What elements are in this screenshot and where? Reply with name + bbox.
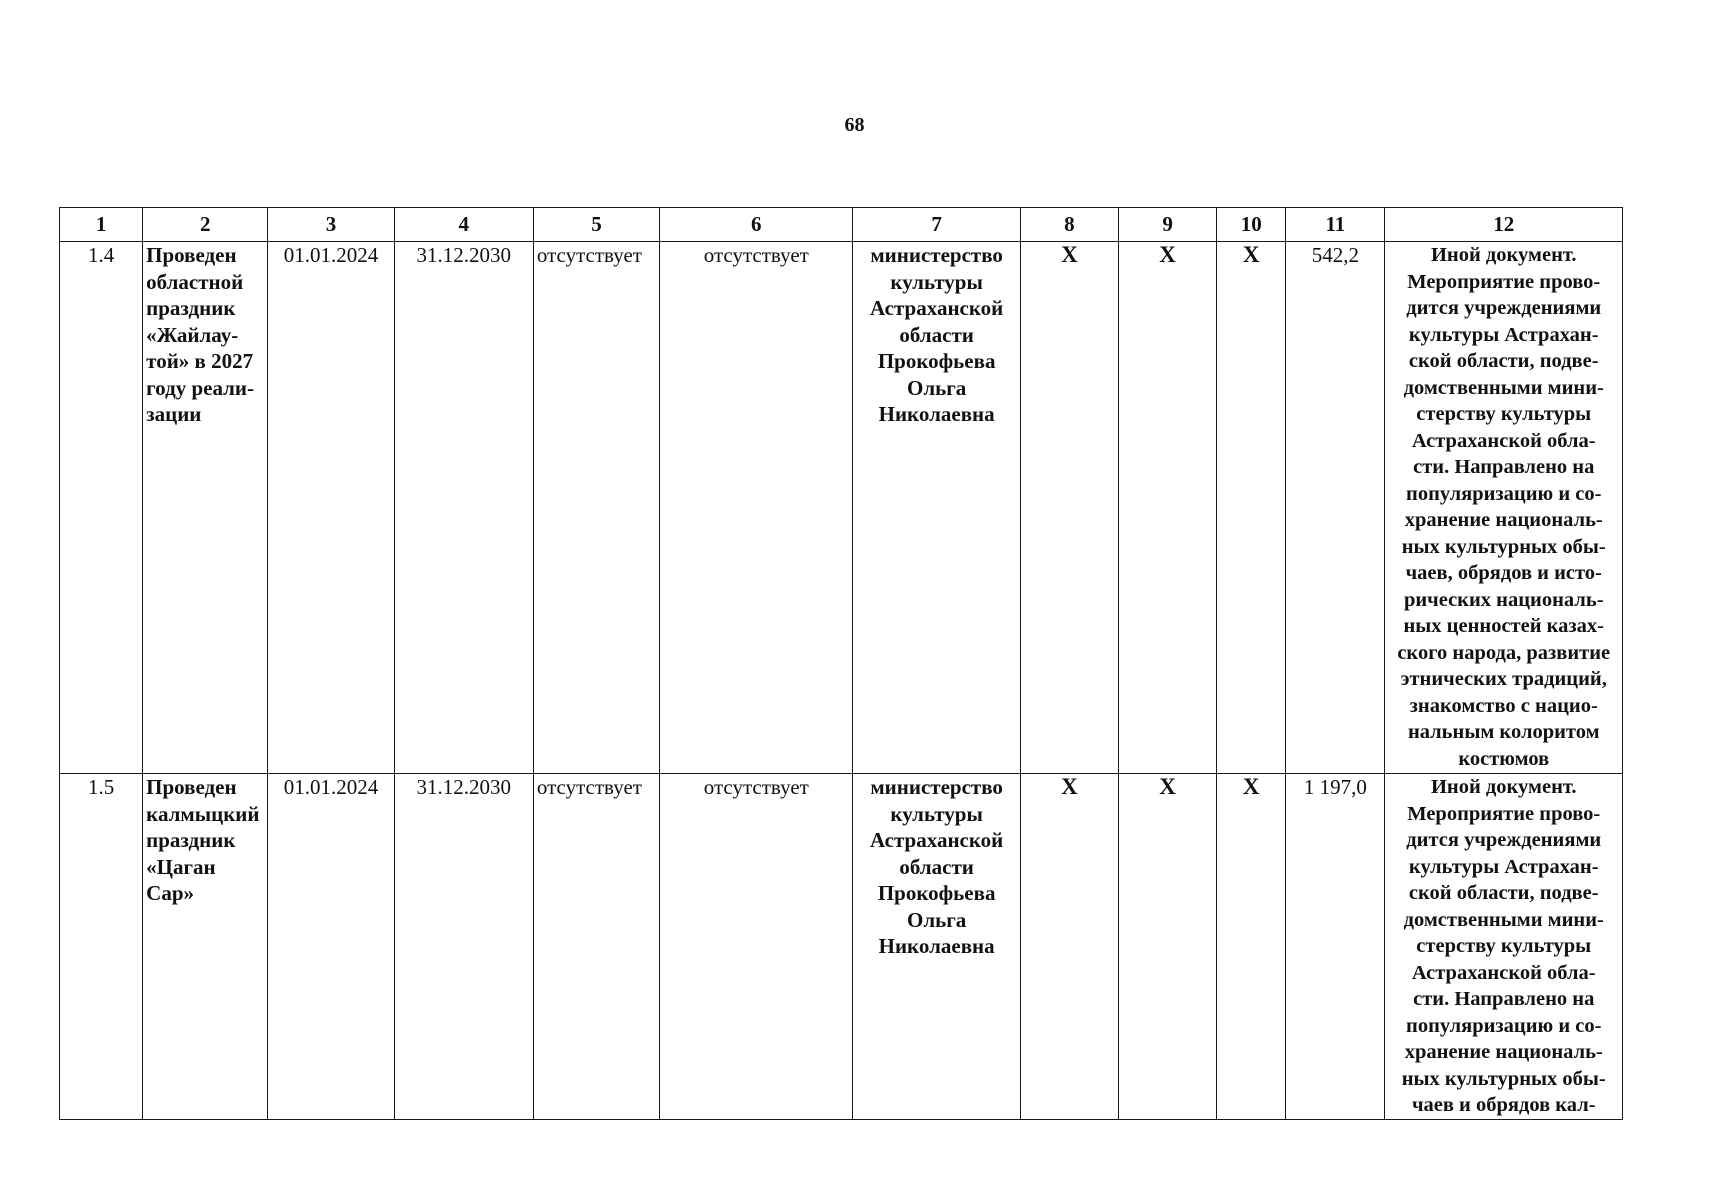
header-cell: 6 bbox=[660, 208, 853, 242]
header-cell: 8 bbox=[1020, 208, 1118, 242]
end-date: 31.12.2030 bbox=[394, 774, 533, 1120]
amount: 542,2 bbox=[1286, 242, 1385, 774]
header-cell: 1 bbox=[60, 208, 143, 242]
table-row bbox=[60, 242, 1623, 774]
header-cell: 10 bbox=[1217, 208, 1286, 242]
header-cell: 11 bbox=[1286, 208, 1385, 242]
responsible: министерство культуры Астраханской области Прокофьева Ольга Николаевна bbox=[853, 774, 1020, 1120]
event-name: Проведен калмыцкий праздник «Цаган Сар» bbox=[143, 774, 268, 1120]
description: Иной документ. Мероприятие прово- дится учреждениями культуры Астрахан- ской области, подве- домственными мини- стерству культуры Астраханской обла- сти. Направлено на популяризацию и со- хранение националь- ных культурных обы- чаев, обрядов и исто- рических националь- ных ценностей казах- ского народа, развитие этнических традиций, знакомство с нацио- нальным колоритом костюмов bbox=[1385, 242, 1623, 774]
end-date: 31.12.2030 bbox=[394, 242, 533, 774]
page-number: 68 bbox=[844, 114, 865, 136]
col10-value: X bbox=[1217, 242, 1286, 774]
header-cell: 12 bbox=[1385, 208, 1623, 242]
header-cell: 7 bbox=[853, 208, 1020, 242]
col10-value: X bbox=[1217, 774, 1286, 1120]
header-cell: 5 bbox=[533, 208, 659, 242]
description: Иной документ. Мероприятие прово- дится учреждениями культуры Астрахан- ской области, подве- домственными мини- стерству культуры Астраханской обла- сти. Направлено на популяризацию и со- хранение националь- ных культурных обы- чаев и обрядов кал- bbox=[1385, 774, 1623, 1120]
start-date: 01.01.2024 bbox=[268, 774, 394, 1120]
table-row bbox=[60, 774, 1623, 1120]
col6-value: отсутствует bbox=[660, 774, 853, 1120]
header-cell: 9 bbox=[1118, 208, 1216, 242]
header-cell: 4 bbox=[394, 208, 533, 242]
amount: 1 197,0 bbox=[1286, 774, 1385, 1120]
col8-value: X bbox=[1020, 242, 1118, 774]
start-date: 01.01.2024 bbox=[268, 242, 394, 774]
col6-value: отсутствует bbox=[660, 242, 853, 774]
col5-value: отсутствует bbox=[533, 774, 659, 1120]
program-table bbox=[59, 207, 1623, 1120]
header-cell: 2 bbox=[143, 208, 268, 242]
col9-value: X bbox=[1118, 242, 1216, 774]
col9-value: X bbox=[1118, 774, 1216, 1120]
col8-value: X bbox=[1020, 774, 1118, 1120]
responsible: министерство культуры Астраханской области Прокофьева Ольга Николаевна bbox=[853, 242, 1020, 774]
row-number: 1.4 bbox=[60, 242, 143, 774]
col5-value: отсутствует bbox=[533, 242, 659, 774]
header-cell: 3 bbox=[268, 208, 394, 242]
event-name: Проведен областной праздник «Жайлау- той» в 2027 году реали- зации bbox=[143, 242, 268, 774]
row-number: 1.5 bbox=[60, 774, 143, 1120]
header-row bbox=[60, 208, 1623, 242]
